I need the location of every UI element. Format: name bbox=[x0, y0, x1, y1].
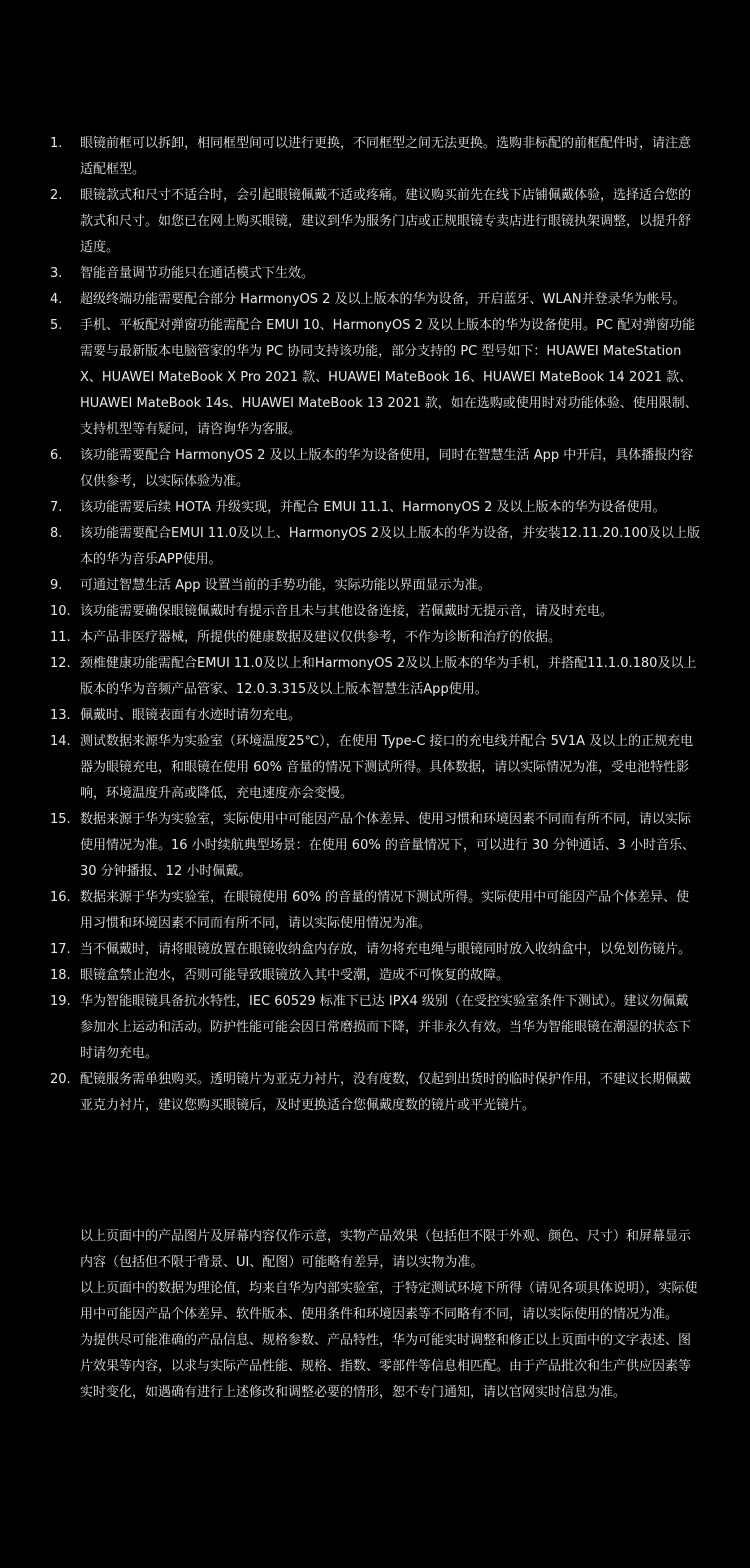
note-text: 该功能需要配合 HarmonyOS 2 及以上版本的华为设备使用，同时在智慧生活 App 中开启，具体播报内容仅供参考，以实际体验为准。 bbox=[80, 448, 694, 489]
disclaimer bbox=[80, 1224, 700, 1406]
note-number: 2. bbox=[50, 188, 63, 203]
note-text: 测试数据来源华为实验室（环境温度25℃），在使用 Type-C 接口的充电线并配合 5V1A 及以上的正规充电器为眼镜充电，和眼镜在使用 60% 音量的情况下测试所得。具体数据，请以实际情况为准，受电池特性影响，环境温度升高或降低，充电速度亦会变慢。 bbox=[80, 734, 694, 801]
note-number: 9. bbox=[50, 578, 63, 593]
note-item bbox=[0, 729, 750, 807]
note-item bbox=[0, 937, 750, 963]
note-text: 该功能需要后续 HOTA 升级实现，并配合 EMUI 11.1、HarmonyOS 2 及以上版本的华为设备使用。 bbox=[80, 500, 666, 515]
note-item bbox=[0, 573, 750, 599]
note-number: 1. bbox=[50, 136, 63, 151]
disclaimer-paragraph: 以上页面中的产品图片及屏幕内容仅作示意，实物产品效果（包括但不限于外观、颜色、尺寸）和屏幕显示内容（包括但不限于背景、UI、配图）可能略有差异，请以实物为准。 bbox=[80, 1229, 692, 1270]
note-number: 17. bbox=[50, 942, 71, 957]
note-number: 14. bbox=[50, 734, 71, 749]
note-item bbox=[0, 1067, 750, 1119]
note-item bbox=[0, 989, 750, 1067]
note-text: 佩戴时、眼镜表面有水迹时请勿充电。 bbox=[80, 708, 302, 723]
note-number: 7. bbox=[50, 500, 63, 515]
note-text: 配镜服务需单独购买。透明镜片为亚克力衬片，没有度数，仅起到出货时的临时保护作用，不建议长期佩戴亚克力衬片，建议您购买眼镜后，及时更换适合您佩戴度数的镜片或平光镜片。 bbox=[80, 1072, 692, 1113]
note-text: 数据来源于华为实验室，在眼镜使用 60% 的音量的情况下测试所得。实际使用中可能因产品个体差异、使用习惯和环境因素不同而有所不同，请以实际使用情况为准。 bbox=[80, 890, 690, 931]
note-number: 16. bbox=[50, 890, 71, 905]
note-number: 8. bbox=[50, 526, 63, 541]
note-item bbox=[0, 183, 750, 261]
note-item bbox=[0, 885, 750, 937]
note-item bbox=[0, 521, 750, 573]
note-text: 颈椎健康功能需配合EMUI 11.0及以上和HarmonyOS 2及以上版本的华为手机，并搭配11.1.0.180及以上版本的华为音频产品管家、12.0.3.315及以上版本智慧生活App使用。 bbox=[80, 656, 697, 697]
note-item bbox=[0, 131, 750, 183]
note-item bbox=[0, 651, 750, 703]
note-text: 本产品非医疗器械，所提供的健康数据及建议仅供参考，不作为诊断和治疗的依据。 bbox=[80, 630, 562, 645]
note-number: 4. bbox=[50, 292, 63, 307]
note-item bbox=[0, 313, 750, 443]
note-item bbox=[0, 443, 750, 495]
notes-list bbox=[0, 131, 750, 1119]
note-number: 5. bbox=[50, 318, 63, 333]
note-text: 眼镜前框可以拆卸，相同框型间可以进行更换，不同框型之间无法更换。选购非标配的前框配件时，请注意适配框型。 bbox=[80, 136, 692, 177]
note-item bbox=[0, 703, 750, 729]
note-number: 11. bbox=[50, 630, 71, 645]
note-number: 20. bbox=[50, 1072, 71, 1087]
note-item bbox=[0, 261, 750, 287]
note-text: 数据来源于华为实验室，实际使用中可能因产品个体差异、使用习惯和环境因素不同而有所不同，请以实际使用情况为准。16 小时续航典型场景：在使用 60% 的音量情况下，可以进行 30 分钟通话、3 小时音乐、30 分钟播报、12 小时佩戴。 bbox=[80, 812, 696, 879]
note-text: 可通过智慧生活 App 设置当前的手势功能，实际功能以界面显示为准。 bbox=[80, 578, 491, 593]
note-text: 智能音量调节功能只在通话模式下生效。 bbox=[80, 266, 315, 281]
note-item bbox=[0, 963, 750, 989]
note-number: 15. bbox=[50, 812, 71, 827]
note-text: 华为智能眼镜具备抗水特性，IEC 60529 标准下已达 IPX4 级别（在受控实验室条件下测试）。建议勿佩戴参加水上运动和活动。防护性能可能会因日常磨损而下降，并非永久有效。当华为智能眼镜在潮湿的状态下时请勿充电。 bbox=[80, 994, 692, 1061]
note-number: 13. bbox=[50, 708, 71, 723]
note-item bbox=[0, 287, 750, 313]
note-item bbox=[0, 807, 750, 885]
note-number: 10. bbox=[50, 604, 71, 619]
note-text: 超级终端功能需要配合部分 HarmonyOS 2 及以上版本的华为设备，开启蓝牙、WLAN并登录华为帐号。 bbox=[80, 292, 686, 307]
note-number: 19. bbox=[50, 994, 71, 1009]
disclaimer-paragraph: 以上页面中的数据为理论值，均来自华为内部实验室，于特定测试环境下所得（请见各项具体说明），实际使用中可能因产品个体差异、软件版本、使用条件和环境因素等不同略有不同，请以实际使用的情况为准。 bbox=[80, 1281, 698, 1322]
note-text: 当不佩戴时，请将眼镜放置在眼镜收纳盒内存放，请勿将充电绳与眼镜同时放入收纳盒中，以免划伤镜片。 bbox=[80, 942, 692, 957]
note-number: 18. bbox=[50, 968, 71, 983]
note-text: 该功能需要配合EMUI 11.0及以上、HarmonyOS 2及以上版本的华为设备，并安装12.11.20.100及以上版本的华为音乐APP使用。 bbox=[80, 526, 700, 567]
note-item bbox=[0, 625, 750, 651]
note-text: 眼镜盒禁止泡水，否则可能导致眼镜放入其中受潮，造成不可恢复的故障。 bbox=[80, 968, 510, 983]
note-item bbox=[0, 599, 750, 625]
note-item bbox=[0, 495, 750, 521]
note-text: 眼镜款式和尺寸不适合时，会引起眼镜佩戴不适或疼痛。建议购买前先在线下店铺佩戴体验，选择适合您的款式和尺寸。如您已在网上购买眼镜，建议到华为服务门店或正规眼镜专卖店进行眼镜执架调整，以提升舒适度。 bbox=[80, 188, 692, 255]
disclaimer-paragraph: 为提供尽可能准确的产品信息、规格参数、产品特性，华为可能实时调整和修正以上页面中的文字表述、图片效果等内容，以求与实际产品性能、规格、指数、零部件等信息相匹配。由于产品批次和生产供应因素等实时变化，如遇确有进行上述修改和调整必要的情形，恕不专门通知，请以官网实时信息为准。 bbox=[80, 1333, 692, 1400]
note-text: 该功能需要确保眼镜佩戴时有提示音且未与其他设备连接，若佩戴时无提示音，请及时充电。 bbox=[80, 604, 614, 619]
note-number: 12. bbox=[50, 656, 71, 671]
note-number: 3. bbox=[50, 266, 63, 281]
note-text: 手机、平板配对弹窗功能需配合 EMUI 10、HarmonyOS 2 及以上版本的华为设备使用。PC 配对弹窗功能需要与最新版本电脑管家的华为 PC 协同支持该功能，部分支持的 PC 型号如下：HUAWEI MateStation X、HUAWEI MateBook X Pro 2021 款、HUAWEI MateBook 16、HUAWEI MateBook 14 2021 款、HUAWEI MateBook 14s、HUAWEI MateBook 13 2021 款，如在选购或使用时对功能体验、使用限制、支持机型等有疑问，请咨询华为客服。 bbox=[80, 318, 698, 437]
note-number: 6. bbox=[50, 448, 63, 463]
